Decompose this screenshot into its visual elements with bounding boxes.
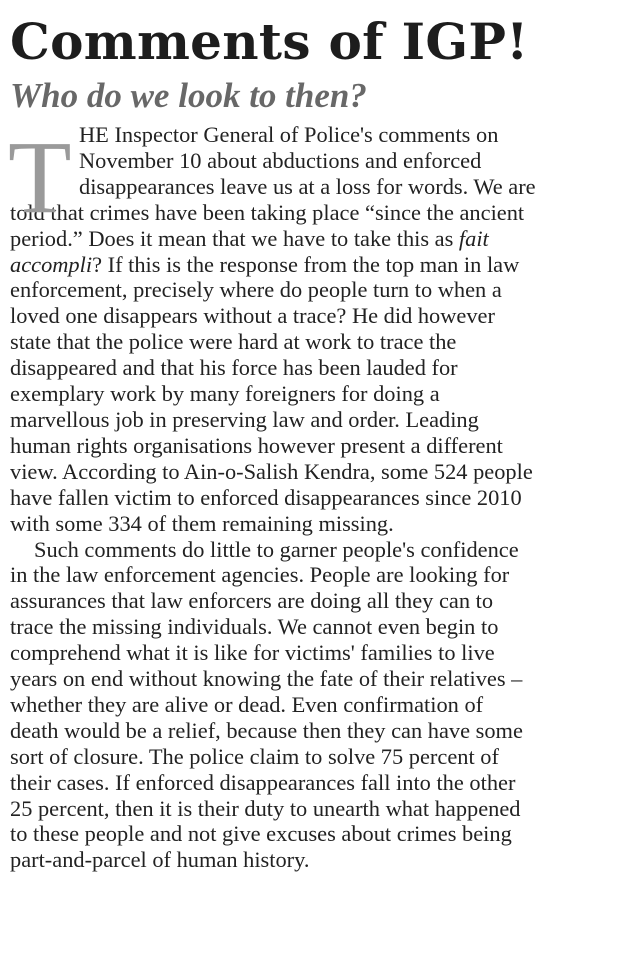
text-line: their cases. If enforced disappearances fall into the other (10, 769, 516, 795)
subheadline: Who do we look to then? (10, 76, 367, 115)
text-line: November 10 about abductions and enforced (79, 147, 482, 173)
italic-phrase: fait (458, 225, 489, 251)
text-line: to these people and not give excuses about crimes being (10, 821, 512, 847)
drop-cap: T (8, 120, 72, 235)
text-line: death would be a relief, because then they can have some (10, 717, 523, 743)
paragraph-1 (10, 122, 606, 537)
text-line: assurances that law enforcers are doing all they can to (10, 588, 494, 614)
text-line: Such comments do little to garner people's confidence (34, 536, 519, 562)
headline: Comments of IGP! (10, 12, 529, 71)
text-line: disappearances leave us at a loss for words. We are (79, 173, 536, 199)
text-line: 25 percent, then it is their duty to unearth what happened (10, 795, 521, 821)
text-line: state that the police were hard at work to trace the (10, 329, 457, 355)
text-line: view. According to Ain-o-Salish Kendra, some 524 people (10, 458, 533, 484)
text-line: with some 334 of them remaining missing. (10, 510, 394, 536)
text-line: trace the missing individuals. We cannot even begin to (10, 614, 499, 640)
editorial-article (10, 10, 606, 873)
text-line: human rights organisations however present a different (10, 432, 503, 458)
text-line: have fallen victim to enforced disappearances since 2010 (10, 484, 522, 510)
text-line: told that crimes have been taking place “since the ancient (10, 199, 525, 225)
text-line: in the law enforcement agencies. People are looking for (10, 562, 510, 588)
text-line (10, 226, 606, 252)
text-line: loved one disappears without a trace? He did however (10, 303, 495, 329)
text-line: part-and-parcel of human history. (10, 847, 310, 873)
text-line: exemplary work by many foreigners for doing a (10, 381, 440, 407)
text-line: marvellous job in preserving law and order. Leading (10, 406, 479, 432)
italic-phrase: accompli (10, 251, 93, 277)
text-line: enforcement, precisely where do people turn to when a (10, 277, 502, 303)
text-line: sort of closure. The police claim to solve 75 percent of (10, 743, 499, 769)
text-line: years on end without knowing the fate of their relatives – (10, 666, 523, 692)
paragraph-2 (10, 537, 606, 874)
text-line: disappeared and that his force has been lauded for (10, 355, 458, 381)
text-line: HE Inspector General of Police's comments on (79, 122, 499, 147)
text-line: whether they are alive or dead. Even confirmation of (10, 691, 484, 717)
text-segment: period.” Does it mean that we have to take this as (10, 225, 459, 251)
text-line: comprehend what it is like for victims' families to live (10, 640, 495, 666)
text-segment: ? If this is the response from the top man in law (92, 251, 520, 277)
text-line (10, 252, 606, 278)
